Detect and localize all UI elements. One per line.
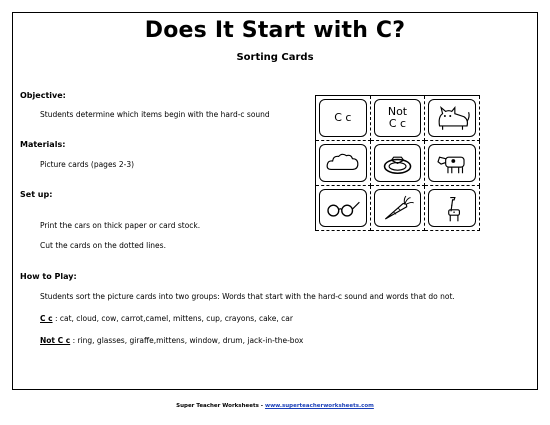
not-c-header-line-2: C c xyxy=(388,117,407,130)
objective-text: Students determine which items begin with the hard-c sound xyxy=(40,110,270,119)
how-to-play-intro: Students sort the picture cards into two groups: Words that start with the hard-c sound and words that do not. xyxy=(40,292,455,301)
objective-heading: Objective: xyxy=(20,91,66,100)
ring-icon xyxy=(377,148,418,179)
not-c-label: Not C c xyxy=(40,336,71,345)
materials-text: Picture cards (pages 2-3) xyxy=(40,160,135,169)
picture-card xyxy=(374,189,422,227)
cat-icon xyxy=(432,103,473,134)
footer-prefix: Super Teacher Worksheets - xyxy=(176,403,265,409)
cow-icon xyxy=(432,148,473,179)
picture-card xyxy=(319,189,367,227)
not-c-words: ring, glasses, giraffe,mittens, window, drum, jack-in-the-box xyxy=(77,336,304,345)
carrot-icon xyxy=(377,193,418,224)
picture-card xyxy=(428,189,476,227)
card-cell xyxy=(316,141,371,186)
card-cell xyxy=(371,141,426,186)
card-cell xyxy=(371,186,426,231)
page-subtitle: Sorting Cards xyxy=(236,52,314,63)
page-title: Does It Start with C? xyxy=(144,18,406,43)
footer-link[interactable]: www.superteacherworksheets.com xyxy=(264,403,374,409)
footer xyxy=(0,403,550,409)
how-to-play-heading: How to Play: xyxy=(20,272,77,281)
c-header-card xyxy=(319,99,367,137)
c-separator: : xyxy=(52,314,60,323)
card-cell xyxy=(371,96,426,141)
picture-card xyxy=(319,144,367,182)
glasses-icon xyxy=(322,193,363,224)
setup-heading: Set up: xyxy=(20,190,53,199)
not-c-separator: : xyxy=(70,336,78,345)
not-c-words-line xyxy=(40,336,303,345)
sorting-cards-preview xyxy=(315,95,480,231)
card-cell xyxy=(316,96,371,141)
picture-card xyxy=(374,144,422,182)
not-c-header-line-1: Not xyxy=(387,104,408,118)
materials-heading: Materials: xyxy=(20,140,66,149)
c-words: cat, cloud, cow, carrot,camel, mittens, cup, crayons, cake, car xyxy=(59,314,293,323)
picture-card xyxy=(428,99,476,137)
setup-line-2: Cut the cards on the dotted lines. xyxy=(40,241,166,250)
c-words-line xyxy=(40,314,293,323)
card-cell xyxy=(425,141,480,186)
picture-card xyxy=(428,144,476,182)
cloud-icon xyxy=(322,148,363,179)
setup-line-1: Print the cars on thick paper or card stock. xyxy=(40,221,201,230)
c-header-label: C c xyxy=(334,110,352,124)
card-cell xyxy=(425,96,480,141)
not-c-header-card xyxy=(374,99,422,137)
giraffe-icon xyxy=(432,193,473,224)
card-cell xyxy=(425,186,480,231)
card-cell xyxy=(316,186,371,231)
c-label: C c xyxy=(40,314,53,323)
